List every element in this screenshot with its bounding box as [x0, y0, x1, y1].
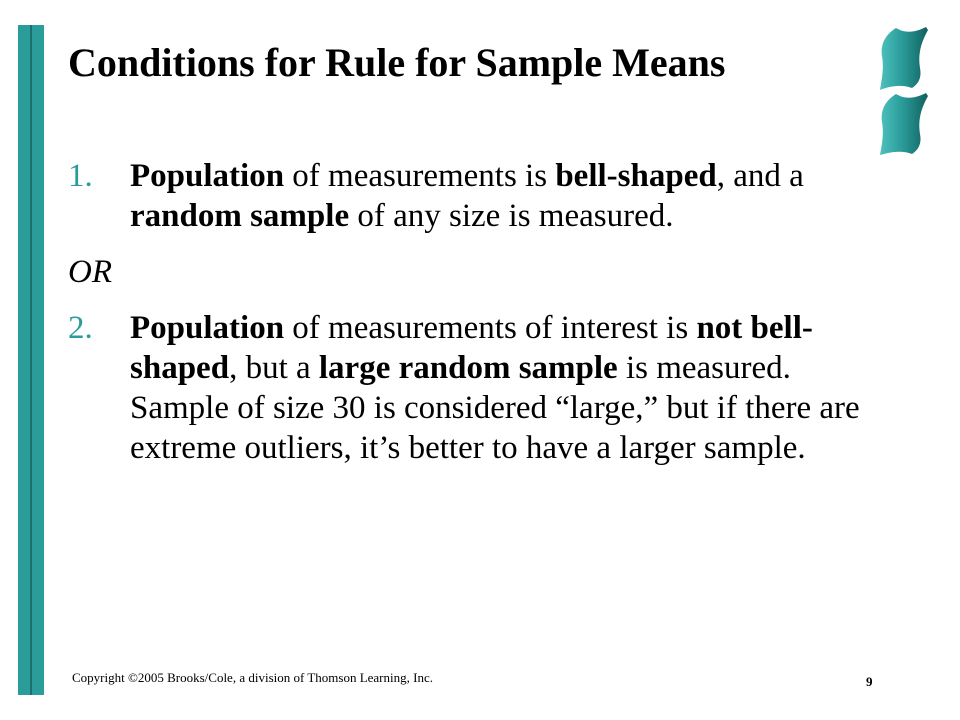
body-text: is measured. Sample of size 30 is considered “large,” but if there are extreme outliers, it’s better to have a larger sample.	[130, 350, 860, 466]
slide-content	[68, 156, 898, 468]
body-text: of measurements is	[284, 158, 556, 194]
page-number: 9	[866, 674, 873, 689]
body-text: of measurements of interest is	[284, 310, 697, 346]
emphasis-text: Population	[130, 158, 285, 194]
body-text: of any size is measured.	[349, 198, 674, 234]
list-item-text	[130, 308, 898, 468]
or-separator: OR	[68, 254, 112, 290]
list-item-number: 1.	[68, 158, 93, 194]
body-text: , and a	[716, 158, 804, 194]
emphasis-text: bell-shaped	[555, 158, 717, 194]
emphasis-text: large random sample	[318, 350, 618, 386]
list-item	[68, 308, 898, 468]
body-text: , but a	[229, 350, 319, 386]
list-item-number: 2.	[68, 310, 93, 346]
emphasis-text: Population	[130, 310, 285, 346]
wave-logo-icon	[872, 26, 934, 156]
emphasis-text: not bell-shaped	[130, 310, 813, 386]
emphasis-text: random sample	[130, 198, 350, 234]
list-item-text	[130, 156, 898, 236]
list-item	[68, 156, 898, 236]
slide-title: Conditions for Rule for Sample Means	[68, 40, 726, 85]
left-accent-bar-line	[30, 25, 32, 695]
copyright-notice: Copyright ©2005 Brooks/Cole, a division of Thomson Learning, Inc.	[72, 670, 433, 685]
